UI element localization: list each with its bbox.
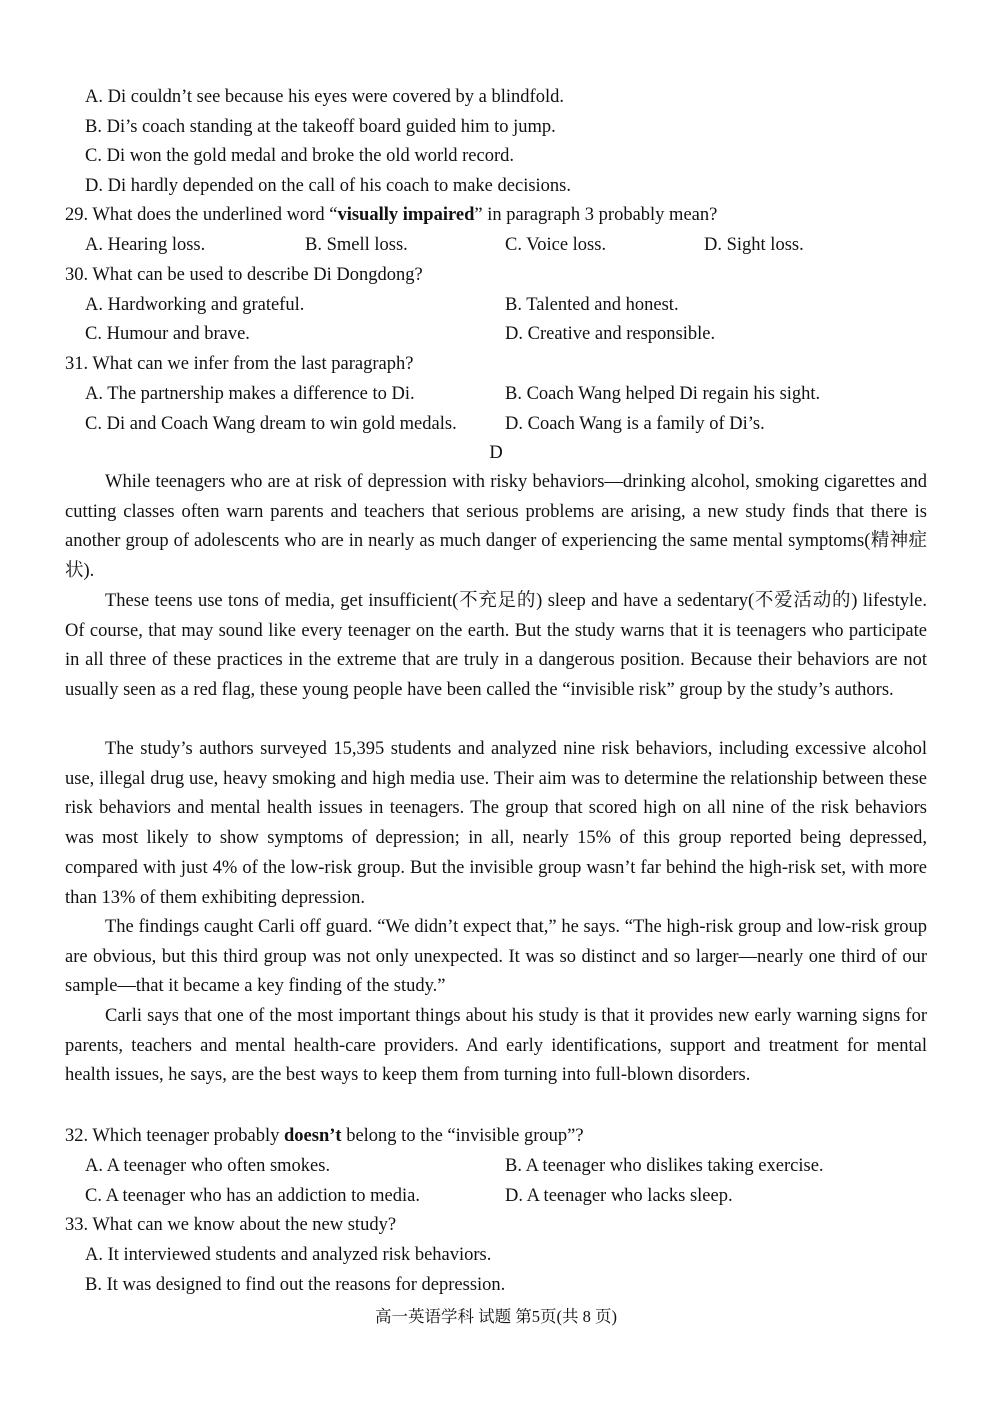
- q32-option-a: A. A teenager who often smokes.: [85, 1156, 331, 1176]
- q29-option-a: A. Hearing loss.: [85, 235, 206, 255]
- q32-options-row2: [85, 1181, 947, 1211]
- q32-options-row1: [85, 1151, 947, 1181]
- q32-stem-post: belong to the “invisible group”?: [341, 1126, 584, 1146]
- q30-stem: 30. What can be used to describe Di Dongdong?: [65, 265, 423, 285]
- passage-paragraph-3: The study’s authors surveyed 15,395 students and analyzed nine risk behaviors, including excessive alcohol use, illegal drug use, heavy smoking and high media use. Their aim was to determine the relationship between these risk behaviors and mental health issues in teenagers. The group that scored high on all nine of the risk behaviors was most likely to show symptoms of depression; in all, nearly 15% of this group reported being depressed, compared with just 4% of the low-risk group. But the invisible group wasn’t far behind the high-risk set, with more than 13% of them exhibiting depression.: [65, 739, 927, 908]
- section-label: D: [489, 443, 503, 463]
- q31-options-row1: [85, 379, 947, 409]
- q28-option-a: A. Di couldn’t see because his eyes were covered by a blindfold.: [85, 87, 564, 107]
- q32-stem-pre: 32. Which teenager probably: [65, 1126, 285, 1146]
- q31-options-row2: [85, 409, 947, 439]
- q30-options-row1: [85, 290, 947, 320]
- passage-paragraph-5: Carli says that one of the most important things about his study is that it provides new early warning signs for parents, teachers and mental health-care providers. And early identifications, support and treatment for mental health issues, he says, are the best ways to keep them from turning into full-blown disorders.: [65, 1006, 927, 1086]
- q30-option-d: D. Creative and responsible.: [505, 324, 716, 344]
- q29-options: [85, 230, 947, 260]
- q28-option-c: C. Di won the gold medal and broke the old world record.: [85, 146, 514, 166]
- q31-option-a: A. The partnership makes a difference to Di.: [85, 384, 415, 404]
- q31-option-c: C. Di and Coach Wang dream to win gold medals.: [85, 414, 457, 434]
- q29-stem-bold: visually impaired: [337, 205, 475, 225]
- q33-option-b: B. It was designed to find out the reasons for depression.: [85, 1275, 506, 1295]
- q28-option-b: B. Di’s coach standing at the takeoff board guided him to jump.: [85, 117, 556, 137]
- q32-option-b: B. A teenager who dislikes taking exercise.: [505, 1156, 824, 1176]
- q33-option-a: A. It interviewed students and analyzed risk behaviors.: [85, 1245, 492, 1265]
- q32-stem: [65, 1121, 927, 1151]
- page-footer: 高一英语学科 试题 第5页(共 8 页): [375, 1307, 617, 1326]
- q31-option-b: B. Coach Wang helped Di regain his sight.: [505, 384, 821, 404]
- q29-option-b: B. Smell loss.: [305, 235, 408, 255]
- q29-option-d: D. Sight loss.: [704, 235, 804, 255]
- q30-option-a: A. Hardworking and grateful.: [85, 295, 305, 315]
- q29-option-c: C. Voice loss.: [505, 235, 607, 255]
- q30-option-c: C. Humour and brave.: [85, 324, 250, 344]
- q32-option-d: D. A teenager who lacks sleep.: [505, 1186, 733, 1206]
- q30-options-row2: [85, 319, 947, 349]
- q29-stem: [65, 200, 927, 230]
- q32-option-c: C. A teenager who has an addiction to media.: [85, 1186, 420, 1206]
- q30-option-b: B. Talented and honest.: [505, 295, 679, 315]
- q29-stem-post: ” in paragraph 3 probably mean?: [474, 205, 718, 225]
- passage-paragraph-2: These teens use tons of media, get insufficient(不充足的) sleep and have a sedentary(不爱活动的) lifestyle. Of course, that may sound like every teenager on the earth. But the study warns that it is teenagers who participate in all three of these practices in the extreme that are truly in a dangerous position. Because their behaviors are not usually seen as a red flag, these young people have been called the “invisible risk” group by the study’s authors.: [65, 591, 927, 701]
- q33-stem: 33. What can we know about the new study?: [65, 1215, 397, 1235]
- q32-stem-bold: doesn’t: [284, 1126, 342, 1146]
- passage-paragraph-1: While teenagers who are at risk of depression with risky behaviors—drinking alcohol, smoking cigarettes and cutting classes often warn parents and teachers that serious problems are arising, a new study finds that there is another group of adolescents who are in nearly as much danger of experiencing the same mental symptoms(精神症状).: [65, 472, 927, 582]
- q28-option-d: D. Di hardly depended on the call of his coach to make decisions.: [85, 176, 571, 196]
- q31-option-d: D. Coach Wang is a family of Di’s.: [505, 414, 765, 434]
- passage-paragraph-4: The findings caught Carli off guard. “We didn’t expect that,” he says. “The high-risk group and low-risk group are obvious, but this third group was not only unexpected. It was so distinct and so larger—nearly one third of our sample—that it became a key finding of the study.”: [65, 917, 927, 997]
- q29-stem-pre: 29. What does the underlined word “: [65, 205, 338, 225]
- q31-stem: 31. What can we infer from the last paragraph?: [65, 354, 414, 374]
